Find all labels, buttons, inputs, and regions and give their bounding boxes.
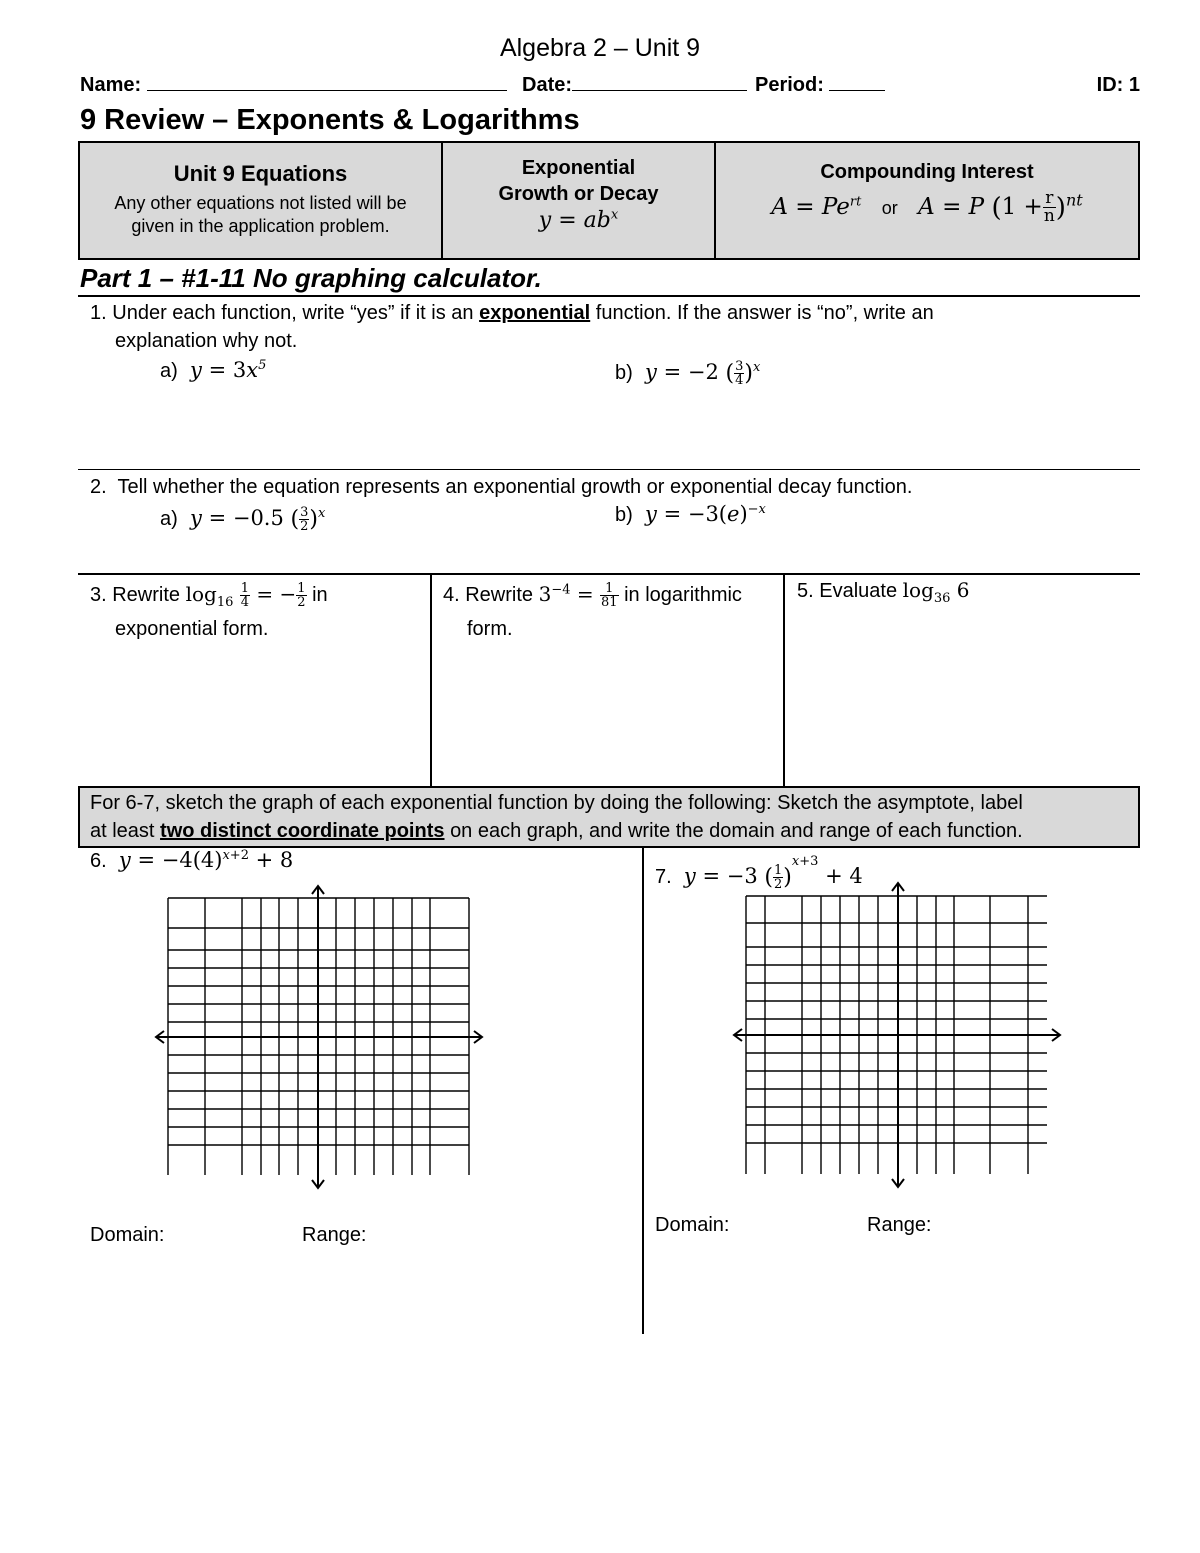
q1b-label: b) [615, 362, 633, 384]
growth-formula: $y = ab^x$ [538, 207, 619, 233]
compound-interest-column [716, 161, 1138, 225]
equations-note: Any other equations not listed will be [114, 193, 407, 213]
q2b-equation: $y = -3(e)^{-x}$ [638, 502, 766, 526]
q6-range-label: Range: [302, 1224, 367, 1246]
equations-column [80, 161, 441, 237]
q1b [615, 360, 760, 387]
q1-number: 1. [90, 302, 107, 324]
q6-equation: $y = -4(4)^{x+2} + 8$ [112, 848, 294, 872]
q1b-equation: y = −2 ( $\frac{3}{4}$ )$^x$ [638, 359, 761, 388]
date-row [522, 74, 747, 97]
q3-line2: exponential form. [115, 618, 269, 640]
sketch-line2 [90, 820, 1130, 843]
q4-equation: $3^{-4}$ = $\frac{1}{81}$ [538, 581, 618, 610]
compound-title: Compounding Interest [820, 161, 1034, 183]
equations-note-2: given in the application problem. [131, 216, 390, 236]
q1a-label: a) [160, 360, 178, 382]
question-3 [90, 582, 328, 609]
sketch-line1: For 6-7, sketch the graph of each exponential function by doing the following: Sketch the asymptote, label [90, 792, 1023, 814]
q2a-equation: y = −0.5 ( $\frac{3}{2}$ )$^x$ [183, 505, 326, 534]
name-row [80, 74, 507, 97]
q1a [160, 358, 266, 383]
q2a [160, 506, 325, 533]
or-label: or [881, 197, 898, 218]
period-row [755, 74, 885, 97]
q1-keyword: exponential [479, 302, 591, 324]
question-1 [90, 302, 1130, 325]
question-5 [797, 578, 970, 606]
q1a-equation: $y = 3x^5$ [183, 358, 267, 382]
q7-domain-label: Domain: [655, 1214, 730, 1236]
q7-number: 7. [655, 866, 672, 888]
growth-title-1: Exponential [521, 157, 636, 179]
page-title: 9 Review – Exponents & Logarithms [80, 104, 580, 136]
q7-range-label: Range: [867, 1214, 932, 1236]
q3-prefix: 3. Rewrite [90, 584, 181, 606]
q1-line2: explanation why not. [115, 330, 298, 352]
question-2 [90, 476, 1130, 499]
name-label: Name: [80, 74, 142, 96]
period-blank[interactable] [829, 74, 885, 91]
graph-grid-7[interactable] [728, 877, 1068, 1195]
course-title: Algebra 2 – Unit 9 [499, 34, 701, 62]
q6-number: 6. [90, 850, 107, 872]
q2b [615, 502, 766, 527]
growth-decay-column [443, 157, 714, 233]
q2a-label: a) [160, 508, 178, 530]
q3-suffix: in [312, 584, 328, 606]
sketch-instructions-box [78, 786, 1140, 848]
name-blank[interactable] [147, 74, 507, 91]
date-label: Date: [522, 74, 573, 96]
period-label: Period: [755, 74, 824, 96]
question-4 [443, 582, 742, 609]
q1-text-after: function. If the answer is “no”, write an [595, 302, 934, 324]
q4-line2: form. [467, 618, 513, 640]
q2-number: 2. [90, 476, 107, 498]
q2b-label: b) [615, 504, 633, 526]
question-6 [90, 848, 293, 873]
compound-formulas: $A = Pe^{rt}$ or A = P (1 + $\frac{r}{n}$ )$^{nt}$ [771, 188, 1083, 226]
q1-text: Under each function, write “yes” if it is an [112, 302, 474, 324]
equations-box [78, 141, 1140, 260]
q4-prefix: 4. Rewrite [443, 584, 534, 606]
q4-suffix: in logarithmic [624, 584, 742, 606]
graph-grid-6[interactable] [150, 880, 490, 1195]
sketch-line2-after: on each graph, and write the domain and range of each function. [450, 820, 1023, 842]
equations-title: Unit 9 Equations [173, 161, 348, 186]
growth-title-2: Growth or Decay [498, 183, 659, 205]
q5-prefix: 5. Evaluate [797, 580, 898, 602]
q2-text: Tell whether the equation represents an exponential growth or exponential decay function. [117, 476, 913, 498]
sketch-line2-before: at least [90, 820, 155, 842]
q5-equation: $\log_{36} 6$ [902, 578, 970, 606]
sketch-keyword: two distinct coordinate points [160, 820, 445, 842]
date-blank[interactable] [572, 74, 747, 91]
part1-heading: Part 1 – #1-11 No graphing calculator. [80, 263, 542, 293]
q7-equation: y = −3 ( $\frac{1}{2}$ )$^{x+3}$ + 4 [677, 854, 863, 892]
q6-domain-label: Domain: [90, 1224, 165, 1246]
q3-equation: $\log_{16}$ $\frac{1}{4}$ = − $\frac{1}{2}$ [185, 581, 306, 610]
id-label: ID: 1 [1096, 74, 1140, 96]
